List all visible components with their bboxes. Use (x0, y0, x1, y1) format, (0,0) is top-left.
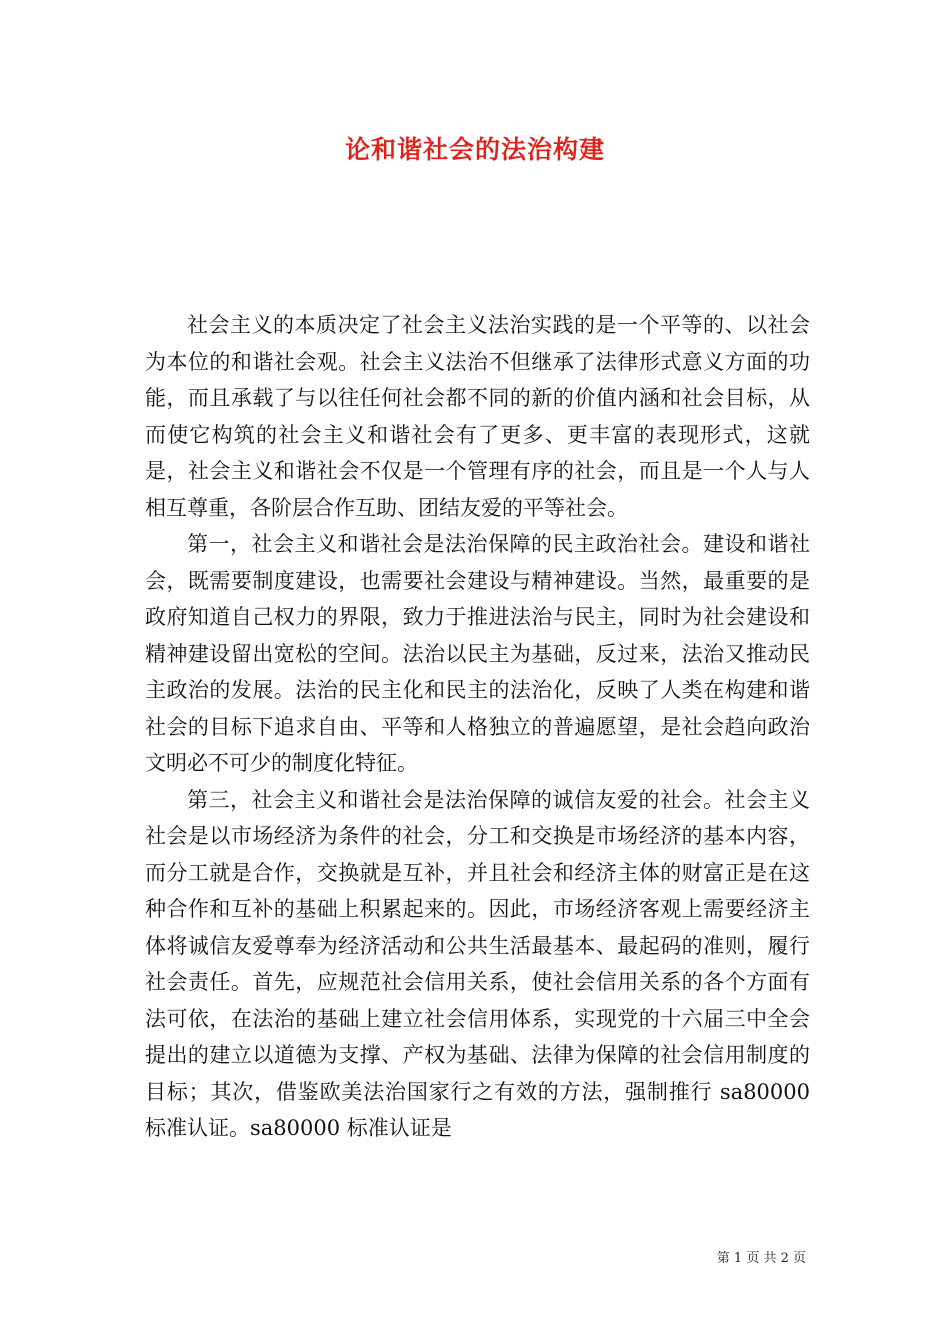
document-title: 论和谐社会的法治构建 (344, 135, 605, 164)
page-number-footer: 第 1 页 共 2 页 (716, 1251, 806, 1266)
paragraph-1: 社会主义的本质决定了社会主义法治实践的是一个平等的、以社会为本位的和谐社会观。社会主义法治不但继承了法律形式意义方面的功能，而且承载了与以往任何社会都不同的新的价值内涵和社会目标，从而使它构筑的社会主义和谐社会有了更多、更丰富的表现形式，这就是，社会主义和谐社会不仅是一个管理有序的社会，而且是一个人与人相互尊重，各阶层合作互助、团结友爱的平等社会。 (145, 313, 810, 520)
document-body (145, 307, 810, 1147)
paragraph-3: 第三，社会主义和谐社会是法治保障的诚信友爱的社会。社会主义社会是以市场经济为条件的社会，分工和交换是市场经济的基本内容，而分工就是合作，交换就是互补，并且社会和经济主体的财富正是在这种合作和互补的基础上积累起来的。因此，市场经济客观上需要经济主体将诚信友爱尊奉为经济活动和公共生活最基本、最起码的准则，履行社会责任。首先，应规范社会信用关系，使社会信用关系的各个方面有法可依，在法治的基础上建立社会信用体系，实现党的十六届三中全会提出的建立以道德为支撑、产权为基础、法律为保障的社会信用制度的目标；其次，借鉴欧美法治国家行之有效的方法，强制推行 sa80000 标准认证。sa80000 标准认证是 (145, 787, 810, 1140)
paragraph-2: 第一，社会主义和谐社会是法治保障的民主政治社会。建设和谐社会，既需要制度建设，也需要社会建设与精神建设。当然，最重要的是政府知道自己权力的界限，致力于推进法治与民主，同时为社会建设和精神建设留出宽松的空间。法治以民主为基础，反过来，法治又推动民主政治的发展。法治的民主化和民主的法治化，反映了人类在构建和谐社会的目标下追求自由、平等和人格独立的普遍愿望，是社会趋向政治文明必不可少的制度化特征。 (145, 532, 810, 775)
